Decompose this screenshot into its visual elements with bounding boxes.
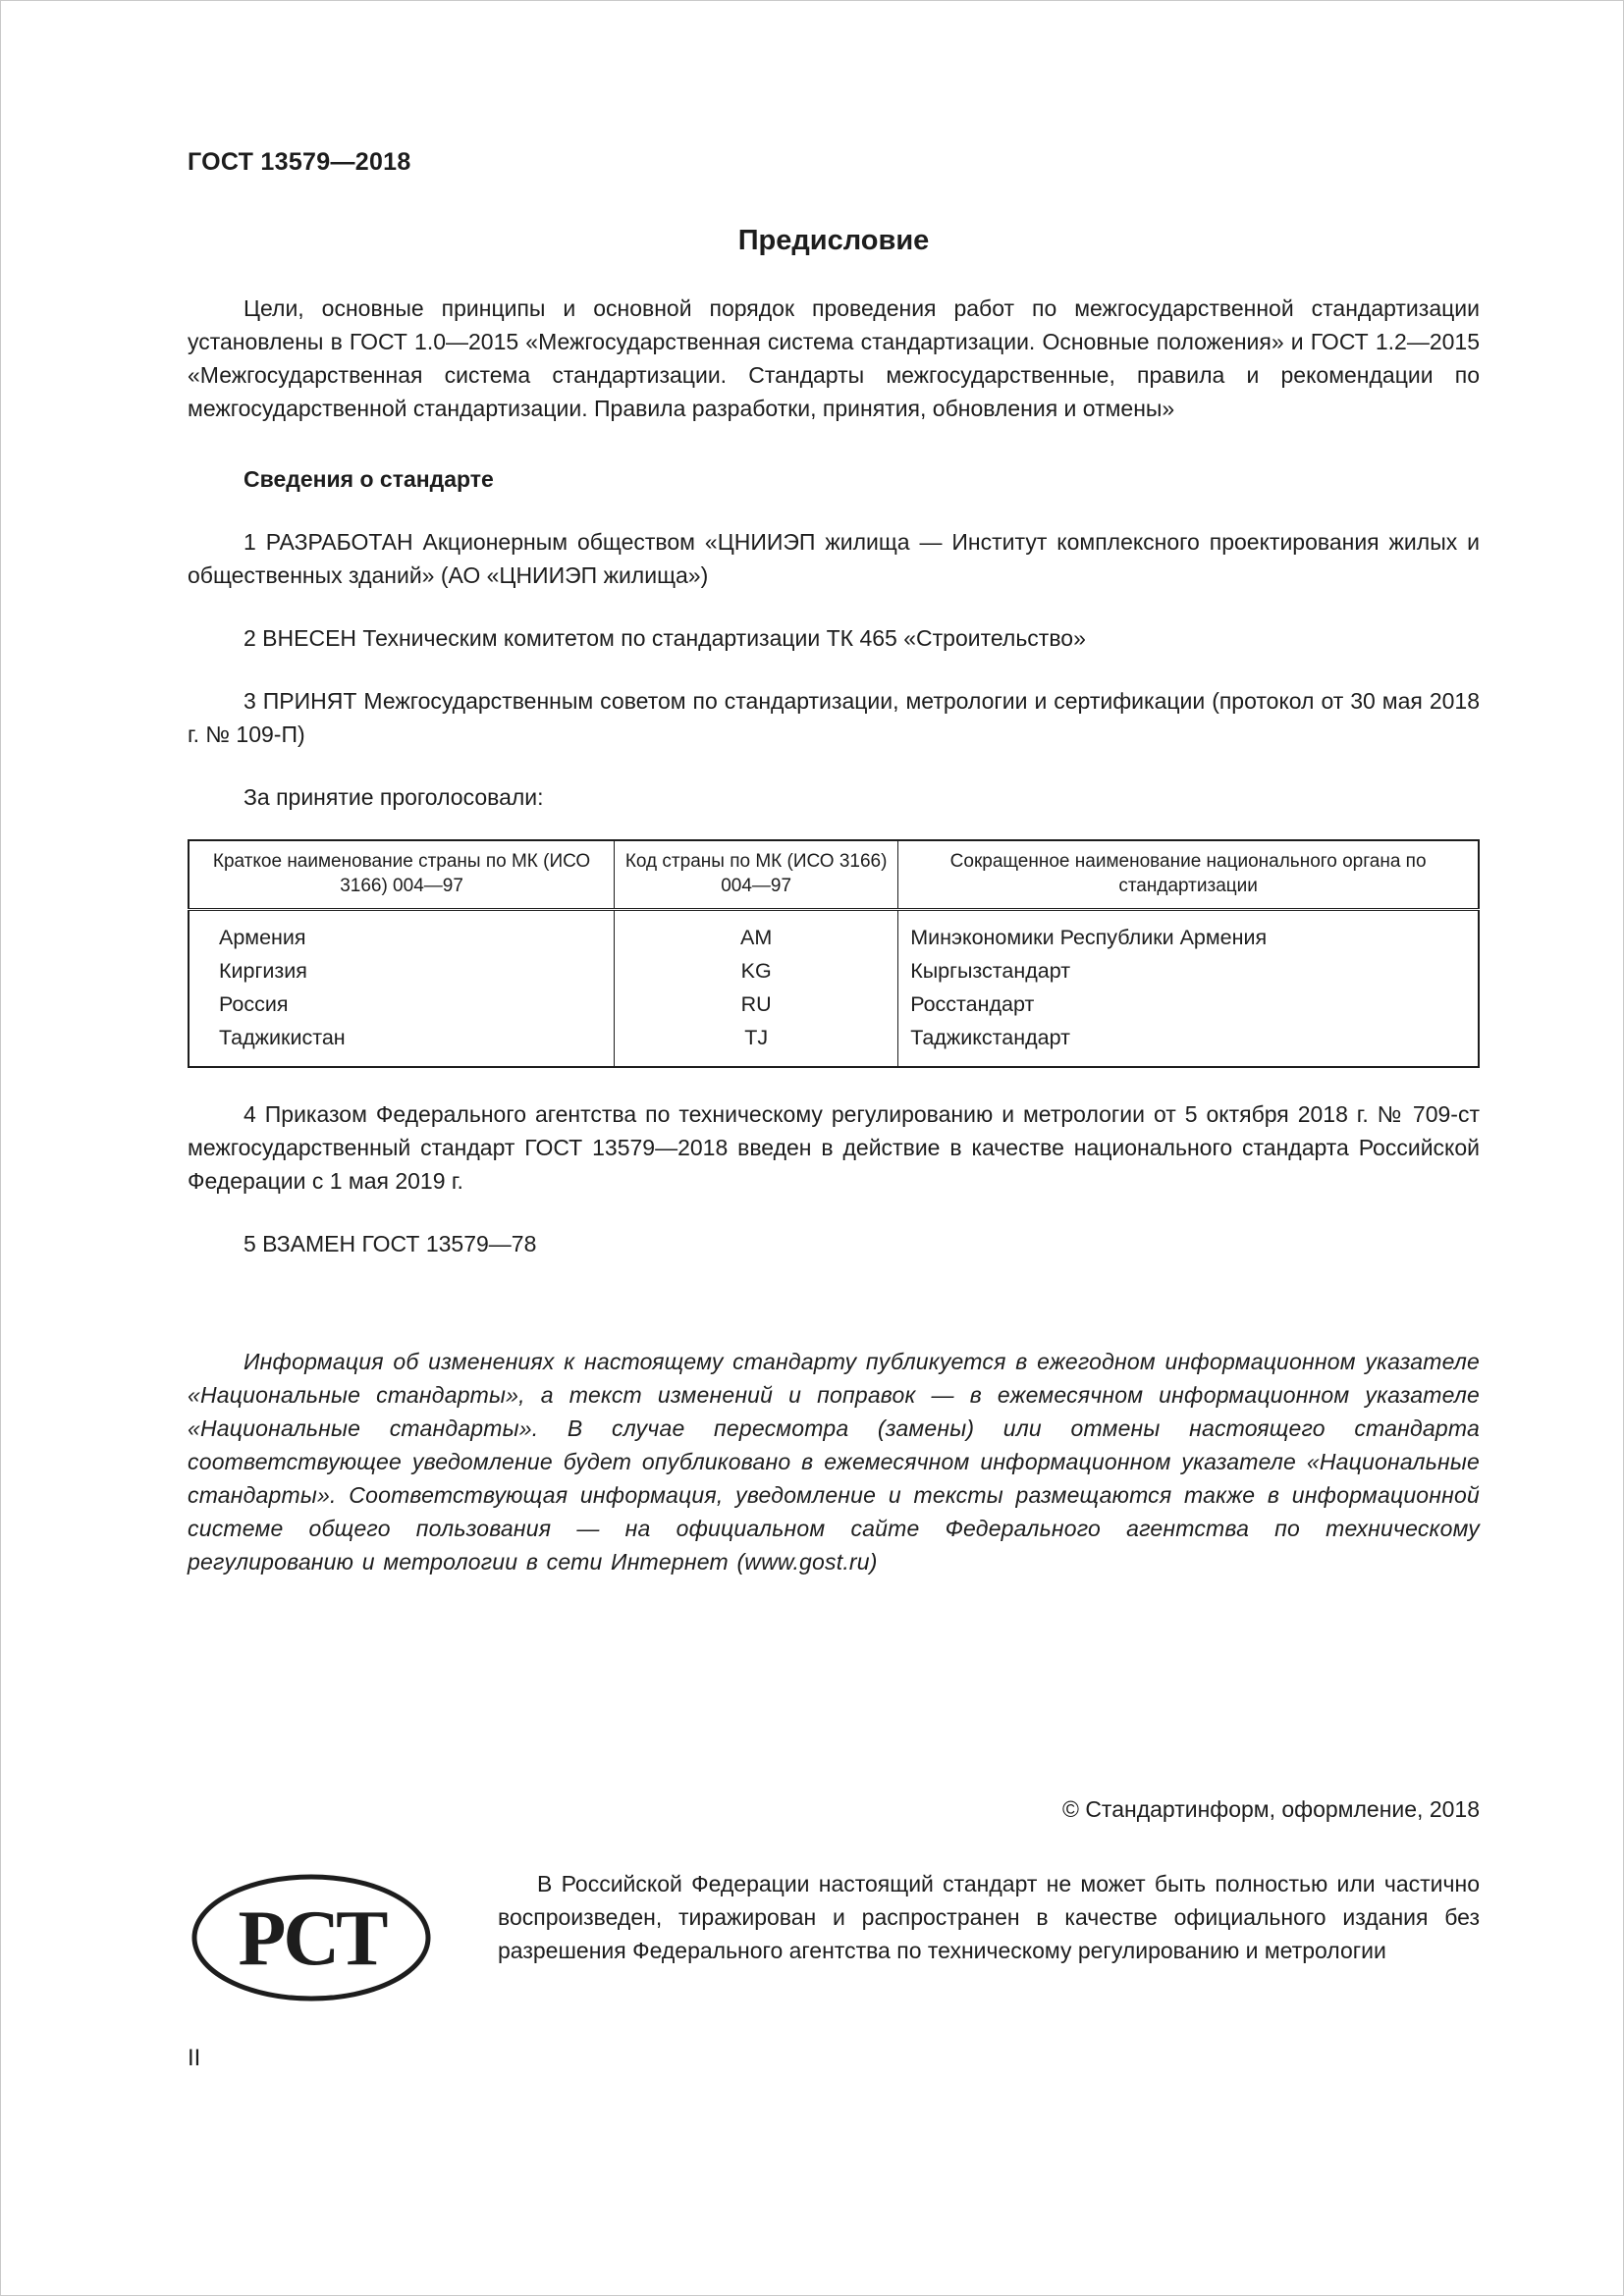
voting-table-body [189, 909, 1479, 1067]
standard-info-item-3: 3 ПРИНЯТ Межгосударственным советом по стандартизации, метрологии и сертификации (протокол от 30 мая 2018 г. № 109-П) [188, 688, 1480, 748]
table-cell-country: Россия [189, 988, 615, 1021]
page-title: Предисловие [737, 225, 930, 256]
table-cell-body: Кыргызстандарт [898, 954, 1479, 988]
rst-logo [188, 1867, 435, 2013]
table-row [189, 1021, 1479, 1067]
table-cell-code: TJ [615, 1021, 898, 1067]
standard-info-item-4: 4 Приказом Федерального агентства по техническому регулированию и метрологии от 5 октября 2018 г. № 709-ст межгосударственный стандарт ГОСТ 13579—2018 введен в действие в качестве национального стандарта Российской Федерации с 1 мая 2019 г. [188, 1101, 1480, 1195]
section-heading: Сведения о стандарте [244, 466, 494, 493]
table-cell-body: Росстандарт [898, 988, 1479, 1021]
header-body: Сокращенное наименование национального органа по стандартизации [898, 840, 1479, 909]
rst-logo-text: РСТ [238, 1896, 385, 1983]
reproduction-restriction: В Российской Федерации настоящий стандарт не может быть полностью или частично воспроизведен, тиражирован и распространен в качестве официального издания без разрешения Федерального агентства по техническому регулированию и метрологии [498, 1871, 1480, 1964]
intro-paragraph: Цели, основные принципы и основной порядок проведения работ по межгосударственной стандартизации установлены в ГОСТ 1.0—2015 «Межгосударственная система стандартизации. Основные положения» и ГОСТ 1.2—2015 «Межгосударственная система стандартизации. Стандарты межгосударственные, правила и рекомендации по межгосударственной стандартизации. Правила разработки, принятия, обновления и отмены» [188, 294, 1480, 421]
table-cell-country: Киргизия [189, 954, 615, 988]
header-country: Краткое наименование страны по МК (ИСО 3166) 004—97 [189, 840, 615, 909]
table-cell-body: Таджикстандарт [898, 1021, 1479, 1067]
standard-info-item-5: 5 ВЗАМЕН ГОСТ 13579—78 [244, 1231, 537, 1257]
bottom-section [188, 1867, 1480, 2013]
vote-intro: За принятие проголосовали: [244, 784, 544, 811]
table-cell-body: Минэкономики Республики Армения [898, 909, 1479, 954]
table-row [189, 909, 1479, 954]
voting-table-header [189, 840, 1479, 909]
table-cell-country: Таджикистан [189, 1021, 615, 1067]
table-row [189, 988, 1479, 1021]
page-content [1, 1, 1623, 2076]
table-cell-country: Армения [189, 909, 615, 954]
rst-logo-icon [188, 1871, 435, 2004]
table-cell-code: KG [615, 954, 898, 988]
copyright-line: © Стандартинформ, оформление, 2018 [1061, 1796, 1480, 1823]
table-row [189, 954, 1479, 988]
standard-info-item-1: 1 РАЗРАБОТАН Акционерным обществом «ЦНИИЭП жилища — Институт комплексного проектирования жилых и общественных зданий» (АО «ЦНИИЭП жилища») [188, 529, 1480, 589]
table-cell-code: RU [615, 988, 898, 1021]
document-number: ГОСТ 13579—2018 [188, 148, 411, 176]
amendment-note: Информация об изменениях к настоящему стандарту публикуется в ежегодном информационном указателе «Национальные стандарты», а текст изменений и поправок — в ежемесячном информационном указателе «Национальные стандарты». В случае пересмотра (замены) или отмены настоящего стандарта соответствующее уведомление будет опубликовано в ежемесячном информационном указателе «Национальные стандарты». Соответствующая информация, уведомление и тексты размещаются также в информационной системе общего пользования — на официальном сайте Федерального агентства по техническому регулированию и метрологии в сети Интернет (www.gost.ru) [188, 1349, 1480, 1575]
standard-info-item-2: 2 ВНЕСЕН Техническим комитетом по стандартизации ТК 465 «Строительство» [244, 625, 1086, 652]
header-code: Код страны по МК (ИСО 3166) 004—97 [615, 840, 898, 909]
page-number: II [188, 2045, 201, 2072]
table-cell-code: AM [615, 909, 898, 954]
voting-table [188, 839, 1480, 1068]
table-header-row [189, 840, 1479, 909]
